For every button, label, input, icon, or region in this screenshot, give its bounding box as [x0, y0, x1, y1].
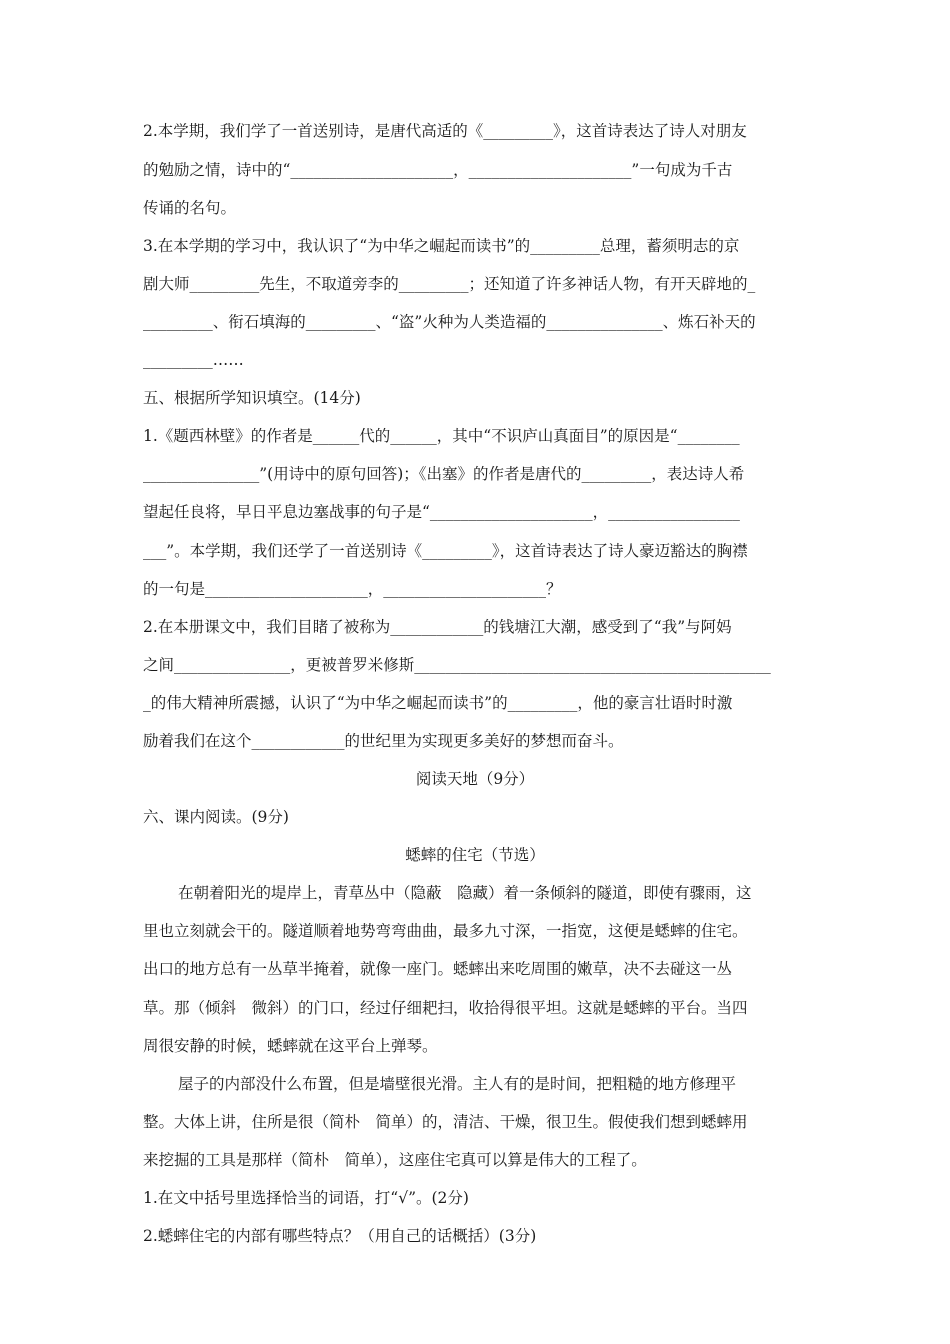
passage-p1-line-5: 周很安静的时候，蟋蟀就在这平台上弹琴。	[143, 1037, 438, 1055]
passage-p1-line-3: 出口的地方总有一丛草半掩着，就像一座门。蟋蟀出来吃周围的嫩草，决不去碰这一丛	[143, 960, 733, 978]
q5-1-line-4: ___”。本学期，我们还学了一首送别诗《_________》，这首诗表达了诗人豪迈豁达的胸襟	[143, 542, 748, 560]
passage-p2-line-3: 来挖掘的工具是那样（简朴 简单），这座住宅真可以算是伟大的工程了。	[143, 1151, 647, 1169]
q5-1-line-3: 望起任良将，早日平息边塞战事的句子是“_____________________，_________________	[143, 503, 740, 521]
q5-2-line-4: 励着我们在这个____________的世纪里为实现更多美好的梦想而奋斗。	[143, 732, 624, 750]
q4-3-line-3: _________、衔石填海的_________、“盗”火种为人类造福的_______________、炼石补天的	[143, 313, 756, 331]
q4-3-line-4: _________……	[143, 351, 244, 369]
passage-p1-line-4: 草。那（倾斜 微斜）的门口，经过仔细耙扫，收拾得很平坦。这就是蟋蟀的平台。当四	[143, 999, 748, 1017]
q4-2-line-3: 传诵的名句。	[143, 199, 237, 217]
q5-2-line-3: _的伟大精神所震撼，认识了“为中华之崛起而读书”的_________，他的豪言壮语时时激	[143, 694, 733, 712]
q5-1-line-2: _______________”(用诗中的原句回答)；《出塞》的作者是唐代的_________，表达诗人希	[143, 465, 745, 483]
reading-section-title: 阅读天地（9分）	[415, 770, 535, 788]
q4-3-line-2: 剧大师_________先生，不取道旁李的_________；还知道了许多神话人物，有开天辟地的_	[143, 275, 756, 293]
passage-p1-line-1: 在朝着阳光的堤岸上，青草丛中（隐蔽 隐藏）着一条倾斜的隧道，即使有骤雨，这	[178, 884, 752, 902]
section-six-heading: 六、课内阅读。(9分)	[143, 808, 289, 826]
q5-1-line-1: 1.《题西林壁》的作者是______代的______，其中“不识庐山真面目”的原因是“________	[143, 427, 740, 445]
q4-3-line-1: 3.在本学期的学习中，我认识了“为中华之崛起而读书”的_________总理，蓄须明志的京	[143, 237, 740, 255]
q4-2-line-2: 的勉励之情，诗中的“_____________________，_____________________”一句成为千古	[143, 161, 733, 179]
passage-title: 蟋蟀的住宅（节选）	[405, 846, 545, 864]
question-6-1: 1.在文中括号里选择恰当的词语，打“√”。(2分)	[143, 1189, 469, 1207]
q5-2-line-2: 之间_______________，更被普罗米修斯______________________________________________	[143, 656, 771, 674]
q4-2-line-1: 2.本学期，我们学了一首送别诗，是唐代高适的《_________》，这首诗表达了诗人对朋友	[143, 122, 747, 140]
q5-2-line-1: 2.在本册课文中，我们目睹了被称为____________的钱塘江大潮，感受到了“我”与阿妈	[143, 618, 732, 636]
question-6-2: 2.蟋蟀住宅的内部有哪些特点？（用自己的话概括）(3分)	[143, 1227, 537, 1245]
passage-p1-line-2: 里也立刻就会干的。隧道顺着地势弯弯曲曲，最多九寸深，一指宽，这便是蟋蟀的住宅。	[143, 922, 748, 940]
q5-1-line-5: 的一句是_____________________，_____________________？	[143, 580, 562, 598]
passage-p2-line-2: 整。大体上讲，住所是很（简朴 简单）的，清洁、干燥，很卫生。假使我们想到蟋蟀用	[143, 1113, 748, 1131]
section-five-heading: 五、根据所学知识填空。(14分)	[143, 389, 361, 407]
passage-p2-line-1: 屋子的内部没什么布置，但是墙壁很光滑。主人有的是时间，把粗糙的地方修理平	[178, 1075, 737, 1093]
